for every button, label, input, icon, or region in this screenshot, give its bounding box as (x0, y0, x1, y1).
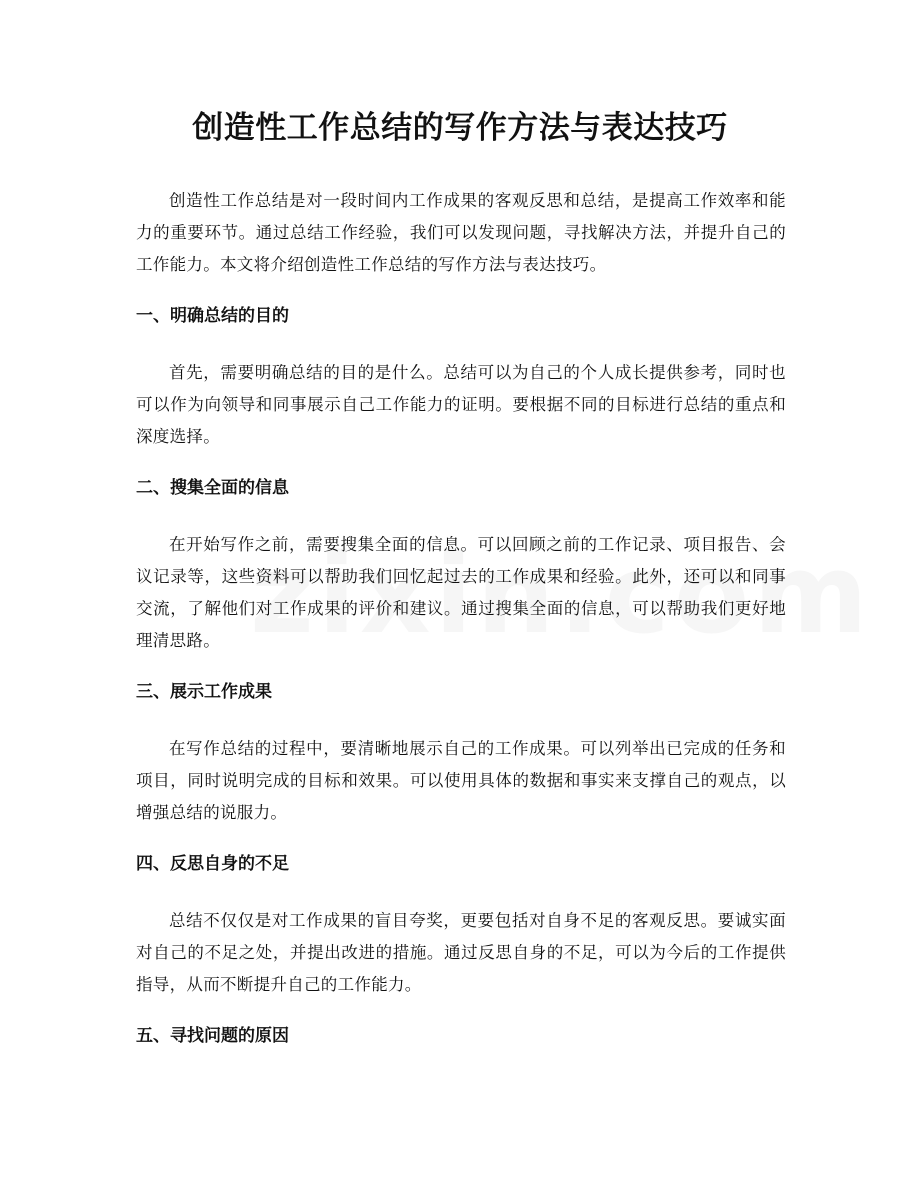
document-body (136, 185, 786, 1048)
section-1 (136, 304, 786, 453)
page-title: 创造性工作总结的写作方法与表达技巧 (192, 110, 728, 146)
section-4 (136, 852, 786, 1001)
section-2 (136, 476, 786, 657)
section-heading: 五、寻找问题的原因 (136, 1026, 289, 1046)
section-5 (136, 1024, 786, 1048)
section-3 (136, 680, 786, 829)
intro-paragraph: 创造性工作总结是对一段时间内工作成果的客观反思和总结，是提高工作效率和能力的重要环节。通过总结工作经验，我们可以发现问题，寻找解决方法，并提升自己的工作能力。本文将介绍创造性工作总结的写作方法与表达技巧。 (136, 191, 786, 274)
section-heading: 四、反思自身的不足 (136, 854, 289, 874)
section-heading: 二、搜集全面的信息 (136, 478, 289, 498)
section-paragraph: 总结不仅仅是对工作成果的盲目夸奖，更要包括对自身不足的客观反思。要诚实面对自己的不足之处，并提出改进的措施。通过反思自身的不足，可以为今后的工作提供指导，从而不断提升自己的工作能力。 (136, 911, 786, 994)
section-paragraph: 在开始写作之前，需要搜集全面的信息。可以回顾之前的工作记录、项目报告、会议记录等，这些资料可以帮助我们回忆起过去的工作成果和经验。此外，还可以和同事交流，了解他们对工作成果的评价和建议。通过搜集全面的信息，可以帮助我们更好地理清思路。 (136, 535, 786, 650)
section-paragraph: 在写作总结的过程中，要清晰地展示自己的工作成果。可以列举出已完成的任务和项目，同时说明完成的目标和效果。可以使用具体的数据和事实来支撑自己的观点，以增强总结的说服力。 (136, 739, 786, 822)
section-heading: 三、展示工作成果 (136, 682, 272, 702)
section-heading: 一、明确总结的目的 (136, 306, 289, 326)
section-paragraph: 首先，需要明确总结的目的是什么。总结可以为自己的个人成长提供参考，同时也可以作为向领导和同事展示自己工作能力的证明。要根据不同的目标进行总结的重点和深度选择。 (136, 363, 786, 446)
